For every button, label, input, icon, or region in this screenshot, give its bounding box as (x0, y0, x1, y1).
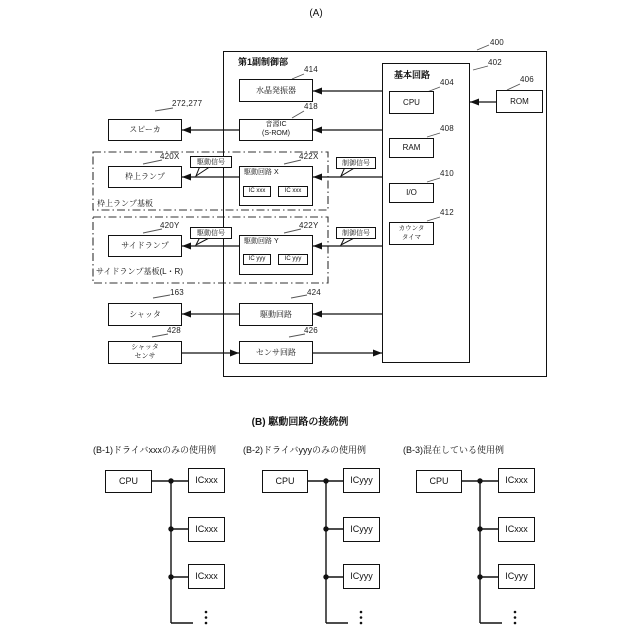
b2-ic-label: ICyyy (350, 570, 373, 581)
drive-circuit-x-box (239, 166, 313, 206)
crystal-oscillator-label: 水晶発振器 (256, 85, 296, 95)
ref-404: 404 (440, 78, 454, 87)
io-label: I/O (406, 188, 417, 197)
b1-cpu-box (105, 470, 152, 493)
b3-ic-box (498, 517, 535, 542)
drive-circuit-y-title: 駆動回路 Y (244, 238, 279, 245)
section-b-title: (B) 駆動回路の接続例 (251, 417, 349, 428)
b2-cpu-label: CPU (275, 475, 295, 486)
ram-label: RAM (402, 143, 421, 152)
ic-xxx-box (243, 186, 271, 197)
side-lamp-board-label: サイドランプ基板(L・R) (96, 267, 183, 276)
ref-412: 412 (440, 208, 454, 217)
ic-yyy-box (243, 254, 271, 265)
drive-circuit-box (239, 303, 313, 326)
ic-xxx-label: IC xxx (284, 187, 302, 194)
ref-402: 402 (488, 58, 502, 67)
drive-signal-callout: 駆動信号 (190, 227, 232, 239)
frame-lamp-box (108, 166, 182, 188)
drive-circuit-y-box (239, 235, 313, 275)
b1-ic-box (188, 564, 225, 589)
ref-163: 163 (170, 288, 184, 297)
counter-timer-label: カウンタ タイマ (398, 225, 425, 241)
sensor-circuit-label: センサ回路 (256, 347, 296, 357)
example-b3-heading: (B-3)混在している使用例 (403, 445, 505, 455)
drive-signal-callout: 駆動信号 (190, 156, 232, 168)
b2-ic-box (343, 564, 380, 589)
speaker-label: スピーカ (129, 125, 161, 134)
ref-408: 408 (440, 124, 454, 133)
drive-circuit-label: 駆動回路 (260, 309, 292, 319)
control-signal-callout: 制御信号 (336, 227, 376, 239)
crystal-oscillator-box (239, 79, 313, 102)
cpu-box (389, 91, 434, 114)
b2-cpu-box (262, 470, 308, 493)
basic-circuit-title: 基本回路 (394, 70, 431, 80)
example-b1-heading: (B-1)ドライバxxxのみの使用例 (93, 445, 217, 455)
ref-420y: 420Y (160, 221, 180, 230)
b1-ic-label: ICxxx (195, 474, 218, 485)
shutter-label: シャッタ (129, 309, 161, 319)
ic-yyy-label: IC yyy (284, 255, 302, 262)
ic-xxx-box (278, 186, 308, 197)
rom-box (496, 90, 543, 113)
b2-ic-label: ICyyy (350, 523, 373, 534)
rom-label: ROM (510, 96, 529, 106)
b1-cpu-label: CPU (118, 475, 138, 486)
shutter-sensor-box (108, 341, 182, 364)
b1-ic-box (188, 468, 225, 493)
sensor-circuit-box (239, 341, 313, 364)
b3-ic-box (498, 468, 535, 493)
section-a-label: (A) (309, 8, 323, 19)
speaker-box (108, 119, 182, 141)
b3-ic-label: ICyyy (505, 570, 528, 581)
ref-272-277: 272,277 (172, 99, 203, 108)
frame-lamp-label: 枠上ランプ (125, 172, 165, 181)
sub-control-unit-title: 第1副制御部 (238, 57, 289, 67)
shutter-box (108, 303, 182, 326)
side-lamp-box (108, 235, 182, 257)
counter-timer-box (389, 222, 434, 245)
ref-422y: 422Y (299, 221, 319, 230)
sound-ic-box (239, 119, 313, 141)
ram-box (389, 138, 434, 158)
ref-424: 424 (307, 288, 321, 297)
b1-ic-box (188, 517, 225, 542)
b1-ic-label: ICxxx (195, 523, 218, 534)
sound-ic-label: 音源IC (S-ROM) (262, 121, 290, 137)
drive-circuit-x-title: 駆動回路 X (244, 169, 279, 176)
ref-414: 414 (304, 65, 318, 74)
b2-ic-label: ICyyy (350, 474, 373, 485)
io-box (389, 183, 434, 203)
b1-ic-label: ICxxx (195, 570, 218, 581)
example-b2-heading: (B-2)ドライバyyyのみの使用例 (243, 445, 367, 455)
ref-406: 406 (520, 75, 534, 84)
ref-400: 400 (490, 38, 504, 47)
ref-410: 410 (440, 169, 454, 178)
ic-yyy-box (278, 254, 308, 265)
cpu-label: CPU (403, 97, 420, 107)
b2-ic-box (343, 468, 380, 493)
ic-yyy-label: IC yyy (248, 255, 266, 262)
control-signal-callout: 制御信号 (336, 157, 376, 169)
b2-ic-box (343, 517, 380, 542)
b3-cpu-box (416, 470, 462, 493)
ref-418: 418 (304, 102, 318, 111)
b3-ic-label: ICxxx (505, 474, 528, 485)
b3-ic-box (498, 564, 535, 589)
side-lamp-label: サイドランプ (121, 241, 169, 250)
ref-428: 428 (167, 326, 181, 335)
shutter-sensor-label: シャッタ センサ (131, 343, 159, 360)
ic-xxx-label: IC xxx (248, 187, 266, 194)
ref-422x: 422X (299, 152, 319, 161)
ref-426: 426 (304, 326, 318, 335)
b3-ic-label: ICxxx (505, 523, 528, 534)
frame-lamp-board-label: 枠上ランプ基板 (97, 199, 153, 208)
basic-circuit-box (382, 63, 470, 363)
b3-cpu-label: CPU (429, 475, 449, 486)
ref-420x: 420X (160, 152, 180, 161)
